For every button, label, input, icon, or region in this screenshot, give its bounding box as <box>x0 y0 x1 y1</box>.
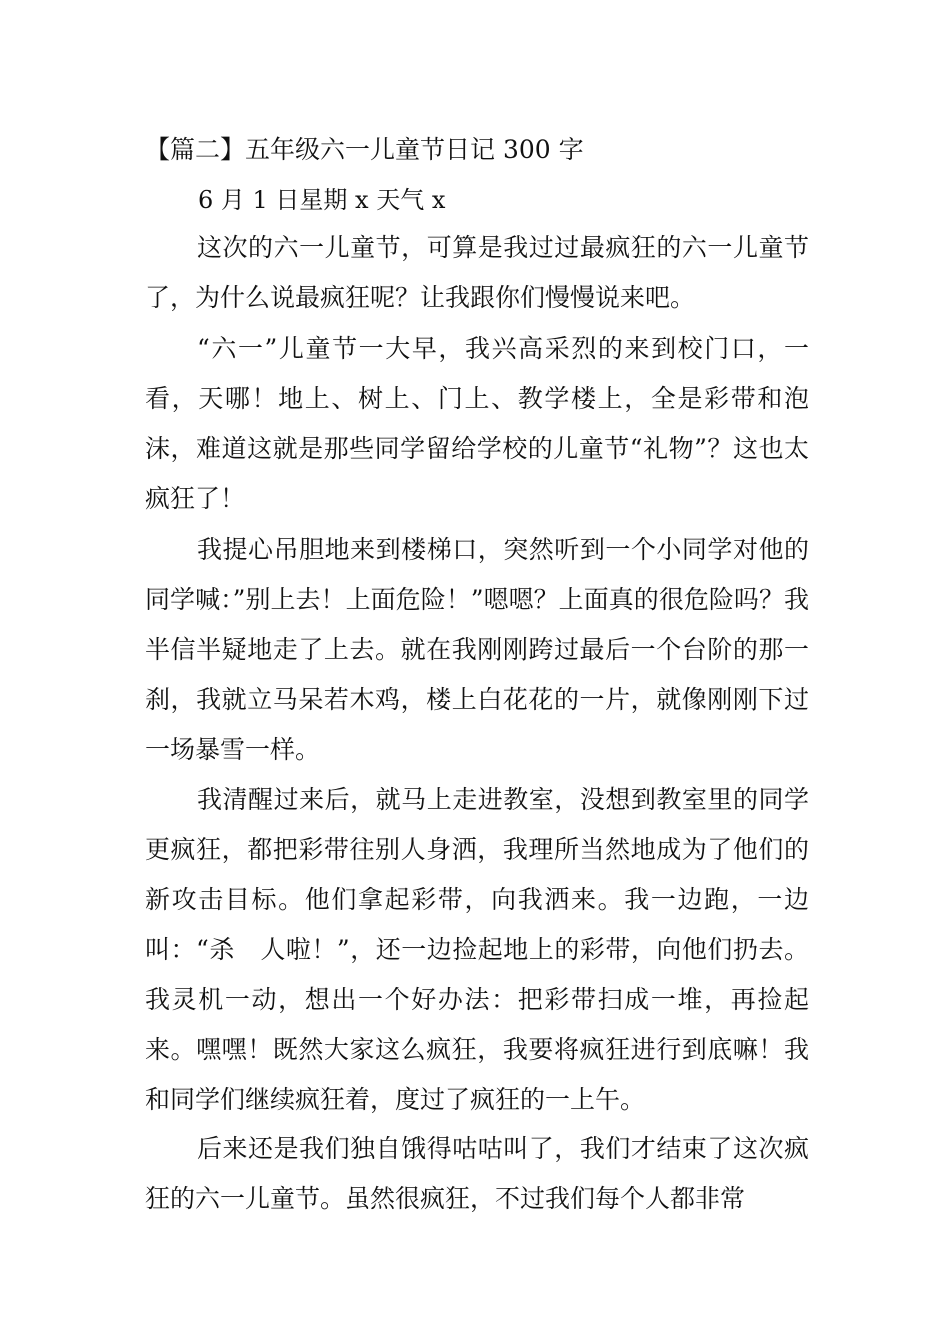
paragraph: 这次的六一儿童节，可算是我过过最疯狂的六一儿童节了，为什么说最疯狂呢？让我跟你们慢慢说来吧。 <box>145 233 809 312</box>
paragraph: 我提心吊胆地来到楼梯口，突然听到一个小同学对他的同学喊：”别上去！上面危险！”嗯嗯？上面真的很危险吗？我半信半疑地走了上去。就在我刚刚跨过最后一个台阶的那一刹，我就立马呆若木鸡，楼上白花花的一片，就像刚刚下过一场暴雪一样。 <box>145 535 809 764</box>
paragraph: 我清醒过来后，就马上走进教室，没想到教室里的同学更疯狂，都把彩带往别人身洒，我理所当然地成为了他们的新攻击目标。他们拿起彩带，向我洒来。我一边跑，一边叫：“杀 人啦！”，还一边捡起地上的彩带，向他们扔去。我灵机一动，想出一个好办法：把彩带扫成一堆，再捡起来。嘿嘿！既然大家这么疯狂，我要将疯狂进行到底嘛！我和同学们继续疯狂着，度过了疯狂的一上午。 <box>145 785 809 1114</box>
document-title: 【篇二】五年级六一儿童节日记 300 字 <box>145 135 584 164</box>
paragraph: 后来还是我们独自饿得咕咕叫了，我们才结束了这次疯狂的六一儿童节。虽然很疯狂，不过我们每个人都非常 <box>145 1134 809 1213</box>
paragraph: “六一”儿童节一大早，我兴高采烈的来到校门口，一看，天哪！地上、树上、门上、教学楼上，全是彩带和泡沫，难道这就是那些同学留给学校的儿童节“礼物”？这也太疯狂了！ <box>145 334 809 513</box>
diary-dateline: 6 月 1 日星期 x 天气 x <box>198 186 446 214</box>
